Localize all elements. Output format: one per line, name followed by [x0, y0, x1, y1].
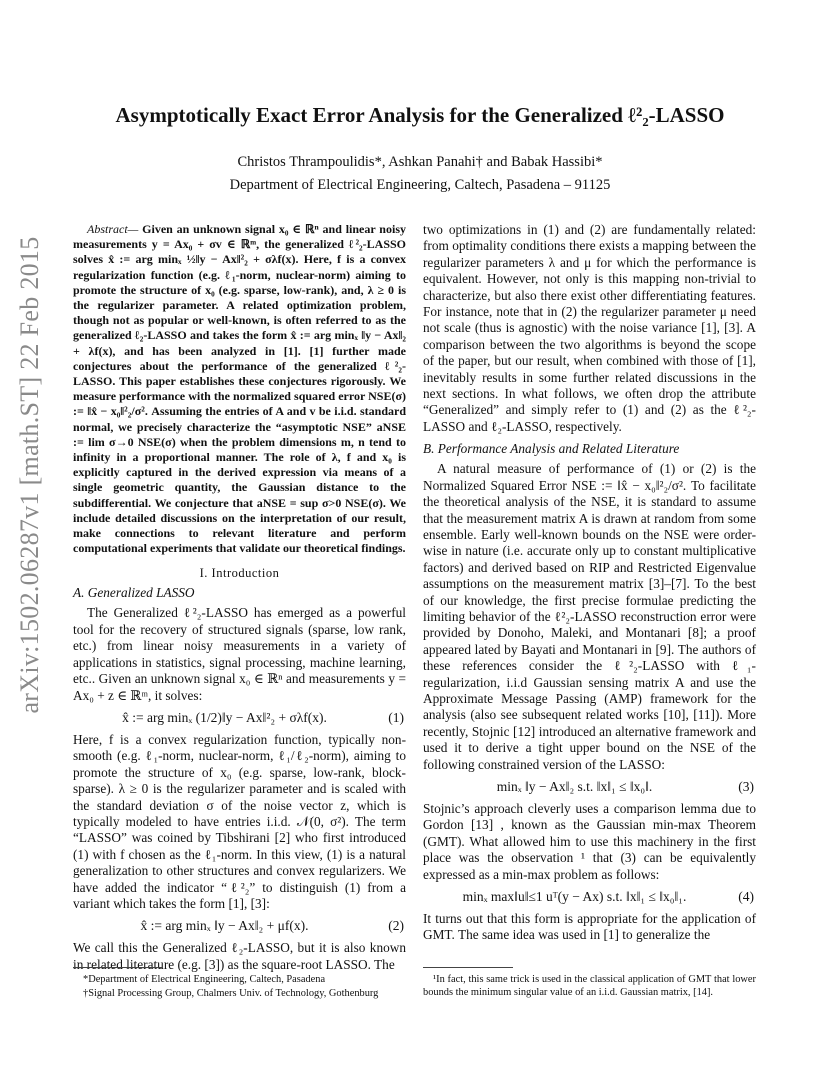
equation-2 — [73, 915, 406, 937]
equation-number: (2) — [388, 918, 404, 934]
footnote: *Department of Electrical Engineering, Caltech, Pasadena — [83, 974, 326, 985]
equation-number: (4) — [738, 889, 754, 905]
equation-1 — [73, 707, 406, 729]
abstract-lead: Abstract— — [87, 222, 139, 236]
right-column — [423, 222, 756, 944]
left-column — [73, 222, 406, 973]
paper-title: Asymptotically Exact Error Analysis for the Generalized ℓ²₂-LASSO — [115, 103, 725, 127]
equation-expression: minₓ ‖y − Ax‖₂ s.t. ‖x‖₁ ≤ ‖x₀‖. — [496, 779, 653, 794]
arxiv-identifier-text: arXiv:1502.06287v1 [math.ST] 22 Feb 2015 — [15, 236, 44, 714]
paragraph: two optimizations in (1) and (2) are fundamentally related: from optimality conditions there exists a mapping between the regularizer parameters λ and μ for which the performance is equivalent. However, not only is this mapping non-trivial to characterize, but also there exist other differentiating features. For instance, note that in (2) the regularizer parameter μ need not scale (thus is agnostic) with the noise variance [1], [3]. A comparison between the two algorithms is beyond the scope of the paper, but our result, when combined with those of [1], inevitably results in some further related discussions in the next sections. In what follows, we often drop the attribute “Generalized” and simply refer to (1) and (2) as the ℓ²₂-LASSO and ℓ₂-LASSO, respectively. — [423, 222, 756, 434]
abstract-text: Given an unknown signal x₀ ∈ ℝⁿ and linear noisy measurements y = Ax₀ + σv ∈ ℝᵐ, the generalized ℓ²₂-LASSO solves x̂ := arg minₓ ½‖y − Ax‖²₂ + σλf(x). Here, f is a convex regularization function (e.g. ℓ₁-norm, nuclear-norm) aiming to promote the structure of x₀ (e.g. sparse, low-rank), and, λ ≥ 0 is the regularizer parameter. A related optimization problem, though not as popular or well-known, is often referred to as the generalized ℓ₂-LASSO and takes the form x̂ := arg minₓ ‖y − Ax‖₂ + λf(x), and has been analyzed in [1]. [1] further made conjectures about the performance of the generalized ℓ²₂-LASSO. This paper establishes these conjectures rigorously. We measure performance with the normalized squared error NSE(σ) := ‖x̂ − x₀‖²₂/σ². Assuming the entries of A and v be i.i.d. standard normal, we precisely characterize the “asymptotic NSE” aNSE := lim σ→0 NSE(σ) when the problem dimensions m, n tend to infinity in a proportional manner. The role of λ, f and x₀ is explicitly captured in the derived expression via means of a single geometric quantity, the Gaussian distance to the subdifferential. We conjecture that aNSE = sup σ>0 NSE(σ). We include detailed discussions on the interpretation of our result, make connections to relevant literature and perform computational experiments that validate our theoretical findings. — [73, 222, 406, 556]
footnote-rule — [73, 967, 163, 968]
subsection-heading-generalized-lasso: A. Generalized LASSO — [73, 585, 195, 601]
subsection-heading-performance-analysis: B. Performance Analysis and Related Literature — [423, 441, 680, 457]
equation-expression: x̂ := arg minₓ (1/2)‖y − Ax‖²₂ + σλf(x). — [122, 709, 327, 725]
equation-3 — [423, 776, 756, 798]
footnote-rule — [423, 967, 513, 968]
equation-number: (3) — [738, 779, 754, 794]
equation-number: (1) — [388, 709, 404, 725]
paragraph: A natural measure of performance of (1) or (2) is the Normalized Squared Error NSE := ‖x̂ − x₀‖²₂/σ². To facilitate the theoretical analysis of the NSE, it is standard to assume that the measurement matrix A is drawn at random from some ensemble. Early well-known bounds on the NSE were order-wise in nature (i.e. accurate only up to constant multiplicative factors) and derived based on RIP and Restricted Eigenvalue assumptions on the measurement matrix [3]–[7]. To the best of our knowledge, the first precise formulae predicting the limiting behavior of the ℓ²₂-LASSO reconstruction error were provided by Donoho, Maleki, and Montanari [8]; a proof appeared lated by Bayati and Montanari in [9]. The authors of these references consider the ℓ²₂-LASSO with ℓ₁-regularization, i.i.d Gaussian sensing matrix A and use the Approximate Message Passing (AMP) framework for the analysis (also see subsequent related works [10], [11]). More recently, Stojnic [12] introduced an alternative framework and used it to derive a tight upper bound on the NSE of the following constrained version of the LASSO: — [423, 461, 756, 772]
footnote: †Signal Processing Group, Chalmers Univ. of Technology, Gothenburg — [83, 988, 379, 999]
paragraph: Stojnic’s approach cleverly uses a comparison lemma due to Gordon [13] , known as the Gaussian min-max Theorem (GMT). What allowed him to use this machinery in the first place was the observation ¹ that (3) can be equivalently expressed as a min-max problem as follows: — [423, 801, 756, 882]
paragraph: It turns out that this form is appropriate for the application of GMT. The same idea was used in [1] to generalize the — [423, 911, 756, 943]
equation-4 — [423, 886, 756, 908]
paragraph: The Generalized ℓ²₂-LASSO has emerged as a powerful tool for the recovery of structured signals (sparse, low rank, etc.) from linear noisy measurements in a variety of applications in statistics, signal processing, machine learning, etc.. Given an unknown signal x₀ ∈ ℝⁿ and measurements y = Ax₀ + z ∈ ℝᵐ, it solves: — [73, 605, 406, 703]
equation-expression: minₓ max‖u‖≤1 uᵀ(y − Ax) s.t. ‖x‖₁ ≤ ‖x₀‖₁. — [462, 889, 687, 905]
arxiv-identifier — [10, 236, 50, 714]
paragraph: We call this the Generalized ℓ₂-LASSO, but it is also known in related literature (e.g. [3]) as the square-root LASSO. The — [73, 940, 406, 972]
section-heading-introduction: I. Introduction — [199, 566, 280, 581]
abstract — [73, 222, 406, 556]
affiliation: Department of Electrical Engineering, Caltech, Pasadena – 91125 — [229, 177, 611, 193]
equation-expression: x̂ := arg minₓ ‖y − Ax‖₂ + μf(x). — [140, 918, 309, 934]
author-list: Christos Thrampoulidis*, Ashkan Panahi† and Babak Hassibi* — [237, 154, 603, 170]
footnotes-right — [423, 973, 756, 1000]
paragraph: Here, f is a convex regularization function, typically non-smooth (e.g. ℓ₁-norm, nuclear-norm, ℓ₁/ℓ₂-norm), aiming to promote the structure of x₀ (e.g. sparse, low-rank, block-sparse). λ ≥ 0 is the regularizer parameter and is scaled with the standard deviation σ of the noise vector z, which is typically modeled to have entries i.i.d. 𝒩(0, σ²). The term “LASSO” was coined by Tibshirani [2] who first introduced (1) with f chosen as the ℓ₁-norm. In this view, (1) is a natural generalization to other structures and convex regularizers. We have added the indicator “ℓ²₂” to distinguish (1) from a variant which takes the form [1], [3]: — [73, 731, 406, 911]
footnote: ¹In fact, this same trick is used in the classical application of GMT that lower bounds the minimum singular value of an i.i.d. Gaussian matrix, [14]. — [423, 974, 756, 998]
footnotes-left — [73, 973, 406, 1001]
